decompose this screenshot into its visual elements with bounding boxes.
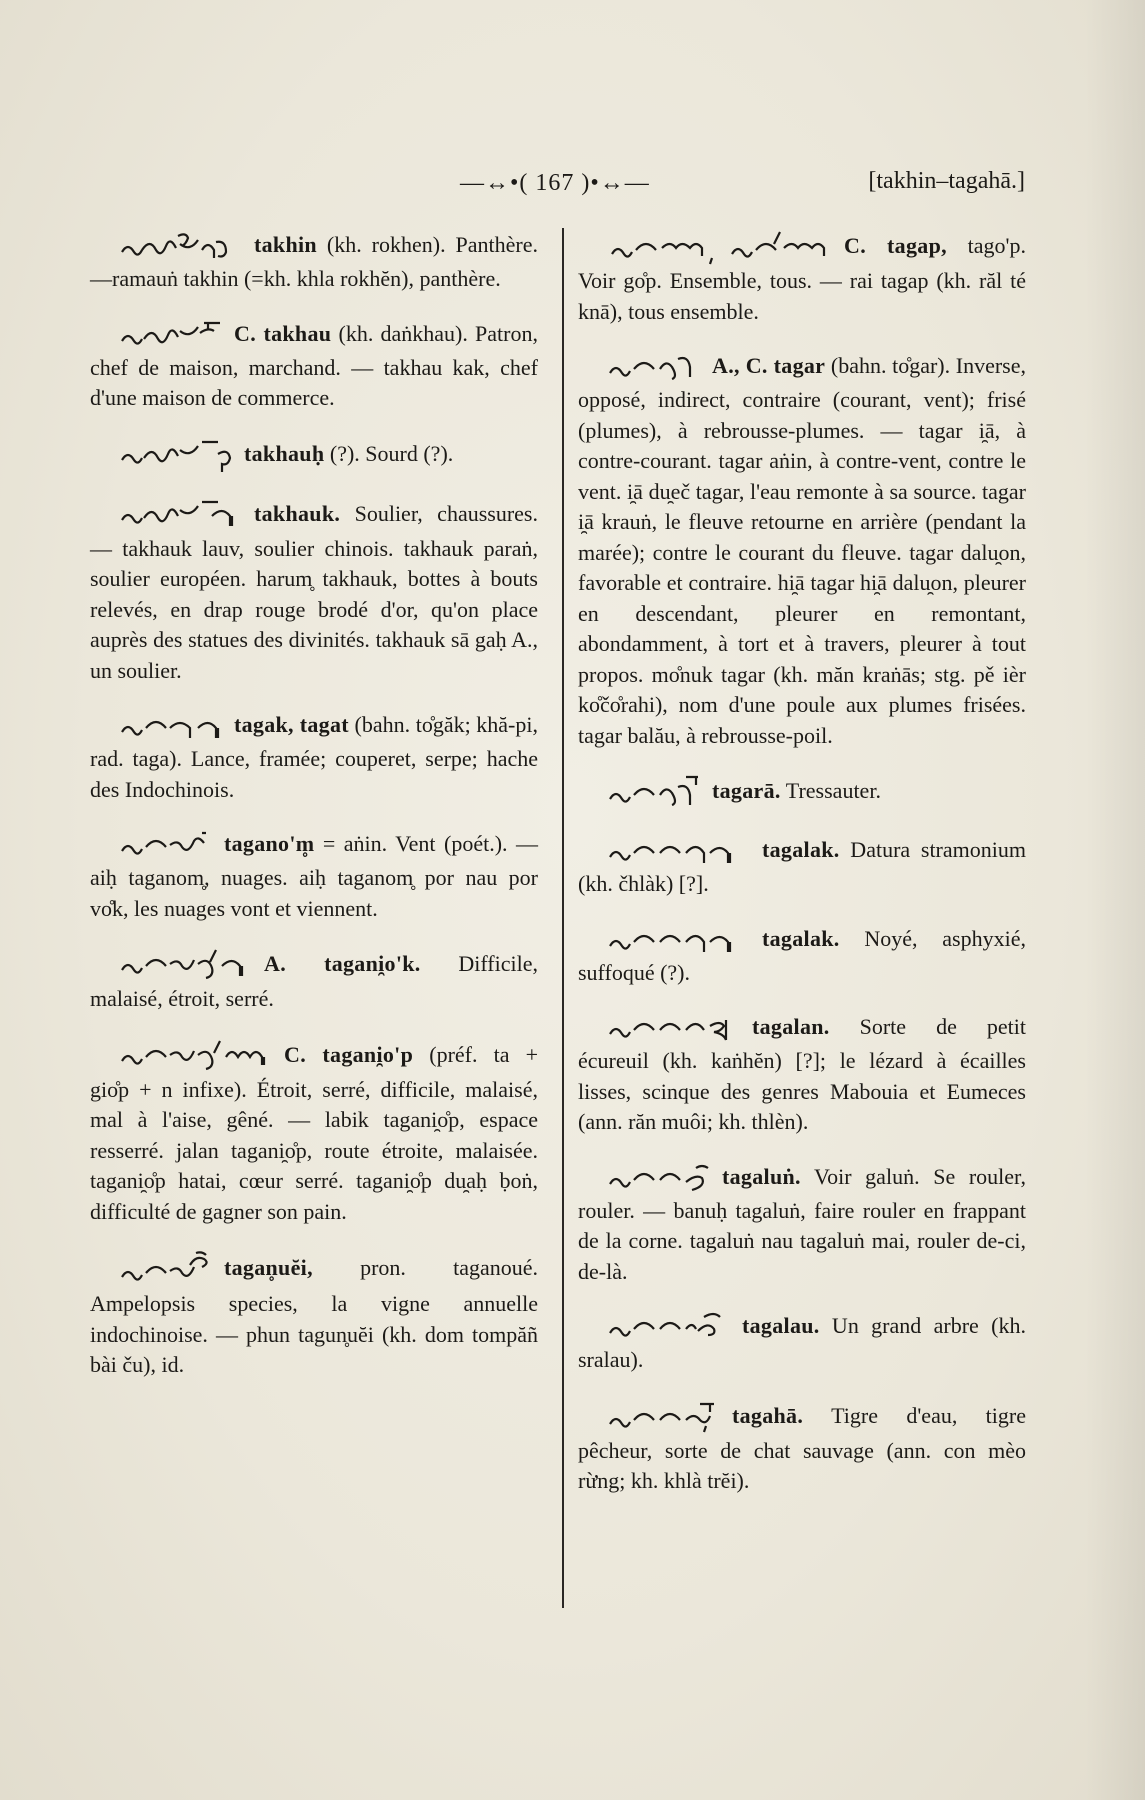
headword: takhin (254, 232, 317, 258)
entry-body: Tigre d'eau, tigre pêcheur, sorte de chat sauvage (ann. con mèo rừng; kh. khlà trĕi). (578, 1402, 1026, 1493)
cham-script-icon (606, 1400, 726, 1436)
right-column (578, 230, 1026, 1521)
entry-body: Un grand arbre (kh. sralau). (578, 1313, 1026, 1372)
headword: takhauḥ (244, 440, 325, 466)
cham-script-icon (118, 438, 238, 474)
cham-script-icon (118, 710, 228, 744)
cham-script-icon (606, 775, 706, 811)
entry-body: (bahn. to̊gar). Inverse, opposé, indirect, contraire (courant, vent); frisé (plumes), à rebrousse-plumes. — tagar i̯ā, à contre-courant. tagar aṅin, à contre-vent, contre le vent. i̯ā du̯eč tagar, l'eau remonte à sa source. tagar i̯ā krauṅ, le fleuve retourne en arrière (pendant la marée); contre le courant du fleuve. tagar dalu̯on, favorable et contraire. hi̯ā tagar hi̯ā dalu̯on, pleurer en descendant, pleurer en remontant, abondamment, à tort et à travers, pleurer à tout propos. mo̊nuk tagar (kh. măn kraṅās; stg. pě ièr ko̊čo̊rahi), nom d'une poule aux plumes frisées. tagar balău, à rebrousse-poil. (578, 353, 1026, 748)
dictionary-entry (90, 710, 538, 805)
left-column (90, 230, 538, 1405)
dictionary-entry (90, 948, 538, 1015)
headword: tagalak. (762, 925, 840, 951)
dictionary-entry (90, 829, 538, 924)
entry-body: Difficile, malaisé, étroit, serré. (90, 951, 538, 1011)
headword: tagarā. (712, 778, 781, 804)
dictionary-entry (90, 498, 538, 687)
dictionary-entry (90, 1251, 538, 1381)
cham-script-icon (606, 1012, 746, 1046)
cham-script-icon (606, 351, 706, 385)
dictionary-entry (578, 1400, 1026, 1497)
dictionary-entry (578, 351, 1026, 751)
cham-script-icon (118, 1039, 278, 1075)
entry-body: (kh. rokhen). Panthère. —ramauṅ takhin (=kh. khla rokhĕn), panthère. (90, 232, 538, 291)
running-head: [takhin–tagahā.] (868, 168, 1025, 194)
headword: tagalan. (752, 1014, 830, 1040)
headword: tagano'm̥ (224, 831, 315, 857)
entry-body: Noyé, asphyxié, suffoqué (?). (578, 925, 1026, 985)
cham-script-icon (606, 1311, 736, 1345)
headword: tagalau. (742, 1313, 820, 1339)
headword: C. tagani̯o'p (284, 1041, 414, 1067)
headword: tagahā. (732, 1402, 804, 1428)
dictionary-entry (90, 319, 538, 414)
entry-body: (?). Sourd (?). (324, 440, 454, 466)
cham-script-icon (606, 835, 756, 869)
headword: C. takhau (234, 320, 332, 346)
page-edge-shadow (1085, 0, 1145, 1800)
entry-body: Voir galuṅ. Se rouler, rouler. — banuḥ tagaluṅ, faire rouler en frappant de la corne. tagaluṅ nau tagaluṅ mai, rouler de-ci, de-là. (578, 1163, 1026, 1284)
headword: C. tagap, (844, 233, 947, 259)
cham-script-icon (608, 230, 838, 266)
cham-script-icon (118, 829, 218, 863)
headword: tagak, tagat (234, 712, 349, 738)
cham-script-icon (118, 1251, 218, 1289)
dictionary-entry (90, 230, 538, 295)
entry-body: Datura stramonium (kh. čhlàk) [?]. (578, 837, 1026, 896)
cham-script-icon (118, 498, 248, 534)
headword: tagan̥uĕi, (224, 1255, 313, 1281)
cham-script-icon (606, 1162, 716, 1196)
entry-body: (préf. ta + gio̊p + n infixe). Étroit, serré, difficile, malaisé, mal à l'aise, gêné. — labik tagani̯o̊p, espace resserré. jalan tagani̯o̊p, route étroite, malaisée. tagani̯o̊p hatai, cœur serré. tagani̯o̊p du̯aḥ ḅoṅ, difficulté de gagner son pain. (90, 1041, 538, 1224)
entry-body: = aṅin. Vent (poét.). — aiḥ taganom̥, nuages. aiḥ taganom̥ por nau por vo̊k, les nuages vont et viennent. (90, 831, 538, 921)
dictionary-entry (578, 775, 1026, 811)
entry-body: (kh. daṅkhau). Patron, chef de maison, marchand. — takhau kak, chef d'une maison de commerce. (90, 320, 538, 410)
entry-body: Soulier, chaussures. — takhauk lauv, soulier chinois. takhauk paraṅ, soulier européen. harum̥ takhauk, bottes à bouts relevés, en drap rouge brodé d'or, qu'on place auprès des statues des divinités. takhauk sā gaḥ A., un soulier. (90, 500, 538, 683)
page-header (0, 170, 1145, 210)
entry-body: pron. taganoué. Ampelopsis species, la vigne annuelle indochinoise. — phun tagun̥uĕi (kh. dom tompăñ bài ču), id. (90, 1255, 538, 1377)
dictionary-entry (578, 1012, 1026, 1138)
cham-script-icon (118, 230, 248, 264)
cham-script-icon (118, 319, 228, 353)
page-number: —↔•( 167 )•↔— (460, 170, 650, 196)
headword: tagaluṅ. (722, 1163, 801, 1189)
headword: A. tagani̯o'k. (264, 951, 421, 977)
entry-body: Sorte de petit écureuil (kh. kaṅhĕn) [?]; le lézard à écailles lisses, scinque des genres Mabouia et Eumeces (ann. răn muôi; kh. thlèn). (578, 1014, 1026, 1134)
entry-body: tago'p. Voir go̊p. Ensemble, tous. — rai tagap (kh. răl té knā), tous ensemble. (578, 233, 1026, 324)
cham-script-icon (118, 948, 258, 984)
dictionary-entry (578, 230, 1026, 327)
headword: takhauk. (254, 500, 341, 526)
dictionary-entry (578, 1311, 1026, 1376)
headword: A., C. tagar (712, 353, 826, 379)
headword: tagalak. (762, 837, 840, 863)
column-divider (562, 228, 564, 1608)
dictionary-entry (578, 835, 1026, 900)
cham-script-icon (606, 924, 756, 958)
dictionary-entry (90, 438, 538, 474)
dictionary-entry (90, 1039, 538, 1228)
entry-body: Tressauter. (780, 778, 881, 804)
dictionary-entry (578, 1162, 1026, 1288)
dictionary-entry (578, 924, 1026, 989)
entry-body: (bahn. to̊găk; khă-pi, rad. taga). Lance, framée; couperet, serpe; hache des Indochinois. (90, 712, 538, 802)
